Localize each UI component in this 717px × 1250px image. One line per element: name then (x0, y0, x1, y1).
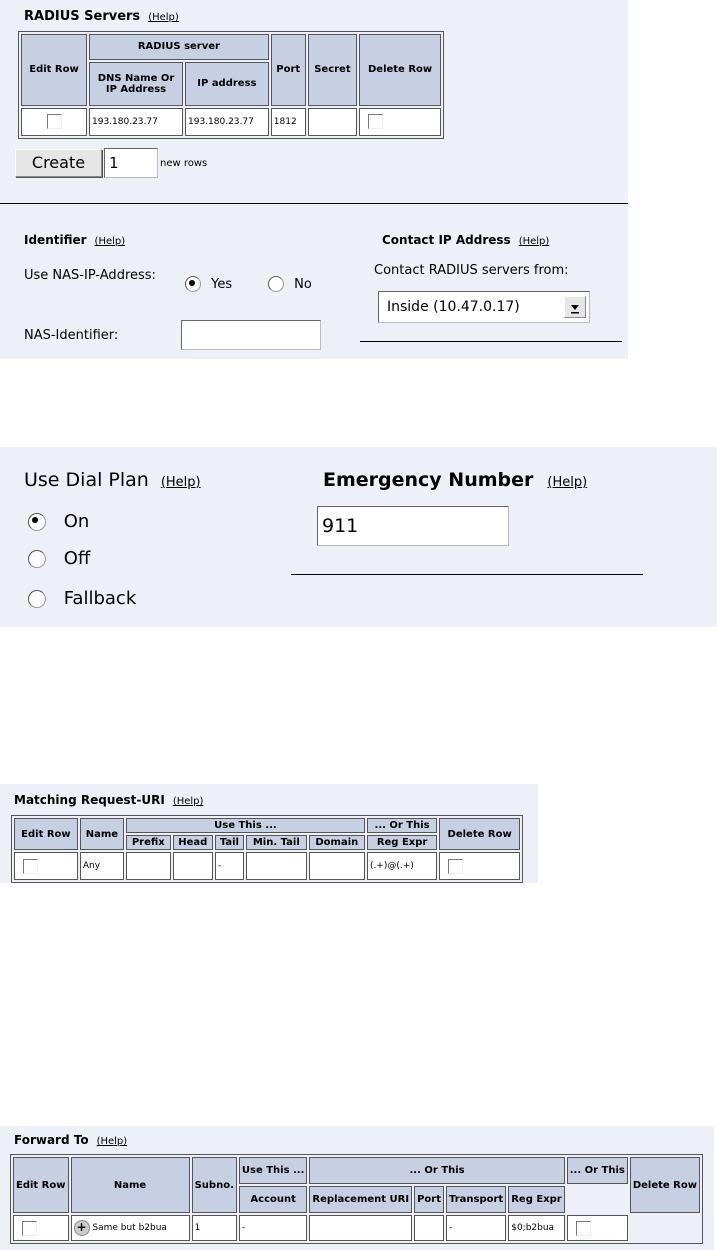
contact-ip-title: Contact IP Address (Help) (382, 233, 550, 247)
radius-servers-title: RADIUS Servers (Help) (24, 9, 179, 24)
col-dns-name: DNS Name Or IP Address (89, 62, 183, 106)
transport-cell[interactable]: - (446, 1215, 506, 1241)
name-cell[interactable]: Same but b2bua (92, 1223, 167, 1233)
contact-help-link[interactable]: (Help) (518, 236, 550, 247)
prefix-cell[interactable] (126, 852, 171, 880)
col-account: Account (239, 1186, 308, 1213)
emergency-number-input[interactable]: 911 (317, 506, 509, 546)
col-reg-expr: Reg Expr (508, 1186, 565, 1213)
dns-name-cell[interactable]: 193.180.23.77 (89, 108, 183, 136)
col-or-this-regex: ... Or This (567, 1157, 628, 1184)
matching-table (11, 815, 523, 883)
emergency-underline (291, 574, 643, 575)
dial-plan-on-option[interactable]: On (28, 511, 89, 532)
col-edit-row: Edit Row (14, 818, 78, 850)
col-radius-server: RADIUS server (89, 34, 269, 60)
table-row (13, 1215, 700, 1241)
contact-ip-select[interactable]: Inside (10.47.0.17) (378, 291, 590, 323)
forward-help-link[interactable]: (Help) (96, 1136, 128, 1147)
new-rows-label: new rows (160, 158, 208, 169)
expand-plus-icon[interactable]: + (74, 1220, 90, 1236)
col-use-this: Use This ... (126, 818, 365, 833)
chevron-down-icon[interactable] (564, 296, 586, 318)
col-name: Name (71, 1157, 190, 1213)
no-radio[interactable] (268, 276, 284, 292)
delete-row-checkbox[interactable] (368, 114, 383, 129)
min-tail-cell[interactable] (246, 852, 307, 880)
nas-yes-option[interactable]: Yes (185, 276, 232, 292)
dial-plan-help-link[interactable]: (Help) (160, 475, 201, 490)
reg-expr-cell[interactable]: $0;b2bua (508, 1215, 565, 1241)
col-delete-row: Delete Row (439, 818, 520, 850)
col-use-this: Use This ... (239, 1157, 308, 1184)
forward-table (10, 1154, 703, 1244)
name-cell[interactable]: Any (80, 852, 124, 880)
dial-plan-fallback-option[interactable]: Fallback (28, 588, 136, 609)
col-reg-expr: Reg Expr (367, 835, 437, 850)
dial-plan-off-option[interactable]: Off (28, 548, 90, 569)
col-or-this: ... Or This (367, 818, 437, 833)
ip-address-cell[interactable]: 193.180.23.77 (185, 108, 269, 136)
use-nas-ip-label: Use NAS-IP-Address: (24, 268, 156, 283)
table-row (14, 852, 520, 880)
edit-row-checkbox[interactable] (23, 859, 38, 874)
reg-expr-cell[interactable]: (.+)@(.+) (367, 852, 437, 880)
radius-help-link[interactable]: (Help) (148, 12, 179, 23)
identifier-title: Identifier (Help) (24, 233, 126, 247)
port-cell[interactable]: 1812 (271, 108, 306, 136)
col-port: Port (271, 34, 306, 106)
col-delete-row: Delete Row (359, 34, 441, 106)
off-radio[interactable] (28, 550, 46, 568)
emergency-help-link[interactable]: (Help) (547, 475, 588, 490)
delete-row-checkbox[interactable] (448, 859, 463, 874)
col-edit-row: Edit Row (21, 34, 87, 106)
replacement-uri-cell[interactable] (309, 1215, 412, 1241)
fallback-radio[interactable] (28, 590, 46, 608)
table-row (21, 108, 441, 136)
subno-cell[interactable]: 1 (192, 1215, 237, 1241)
account-cell[interactable]: - (239, 1215, 308, 1241)
col-delete-row: Delete Row (630, 1157, 700, 1213)
col-prefix: Prefix (126, 835, 171, 850)
col-domain: Domain (309, 835, 365, 850)
edit-row-checkbox[interactable] (47, 114, 62, 129)
edit-row-checkbox[interactable] (22, 1221, 37, 1236)
col-port: Port (414, 1186, 444, 1213)
identifier-help-link[interactable]: (Help) (94, 236, 126, 247)
domain-cell[interactable] (309, 852, 365, 880)
forward-title: Forward To (Help) (14, 1133, 128, 1147)
head-cell[interactable] (173, 852, 213, 880)
contact-radius-label: Contact RADIUS servers from: (374, 263, 569, 278)
col-tail: Tail (215, 835, 244, 850)
nas-identifier-label: NAS-Identifier: (24, 328, 119, 343)
col-subno: Subno. (192, 1157, 237, 1213)
tail-cell[interactable]: - (215, 852, 244, 880)
matching-title: Matching Request-URI (Help) (14, 793, 204, 807)
matching-help-link[interactable]: (Help) (172, 796, 204, 807)
col-ip-address: IP address (185, 62, 269, 106)
radius-servers-table (18, 31, 444, 139)
secret-cell[interactable] (308, 108, 357, 136)
col-secret: Secret (308, 34, 357, 106)
port-cell[interactable] (414, 1215, 444, 1241)
contact-underline (360, 341, 622, 342)
col-transport: Transport (446, 1186, 506, 1213)
dial-plan-title: Use Dial Plan (Help) (24, 469, 201, 491)
col-name: Name (80, 818, 124, 850)
new-rows-input[interactable]: 1 (104, 148, 158, 178)
col-edit-row: Edit Row (13, 1157, 69, 1213)
nas-identifier-input[interactable] (181, 320, 321, 350)
col-min-tail: Min. Tail (246, 835, 307, 850)
delete-row-checkbox[interactable] (576, 1221, 591, 1236)
col-head: Head (173, 835, 213, 850)
emergency-number-title: Emergency Number (Help) (323, 469, 588, 491)
create-button[interactable]: Create (15, 149, 102, 177)
col-or-this: ... Or This (309, 1157, 564, 1184)
yes-radio[interactable] (185, 276, 201, 292)
nas-no-option[interactable]: No (268, 276, 312, 292)
col-replacement-uri: Replacement URI (309, 1186, 412, 1213)
on-radio[interactable] (28, 513, 46, 531)
